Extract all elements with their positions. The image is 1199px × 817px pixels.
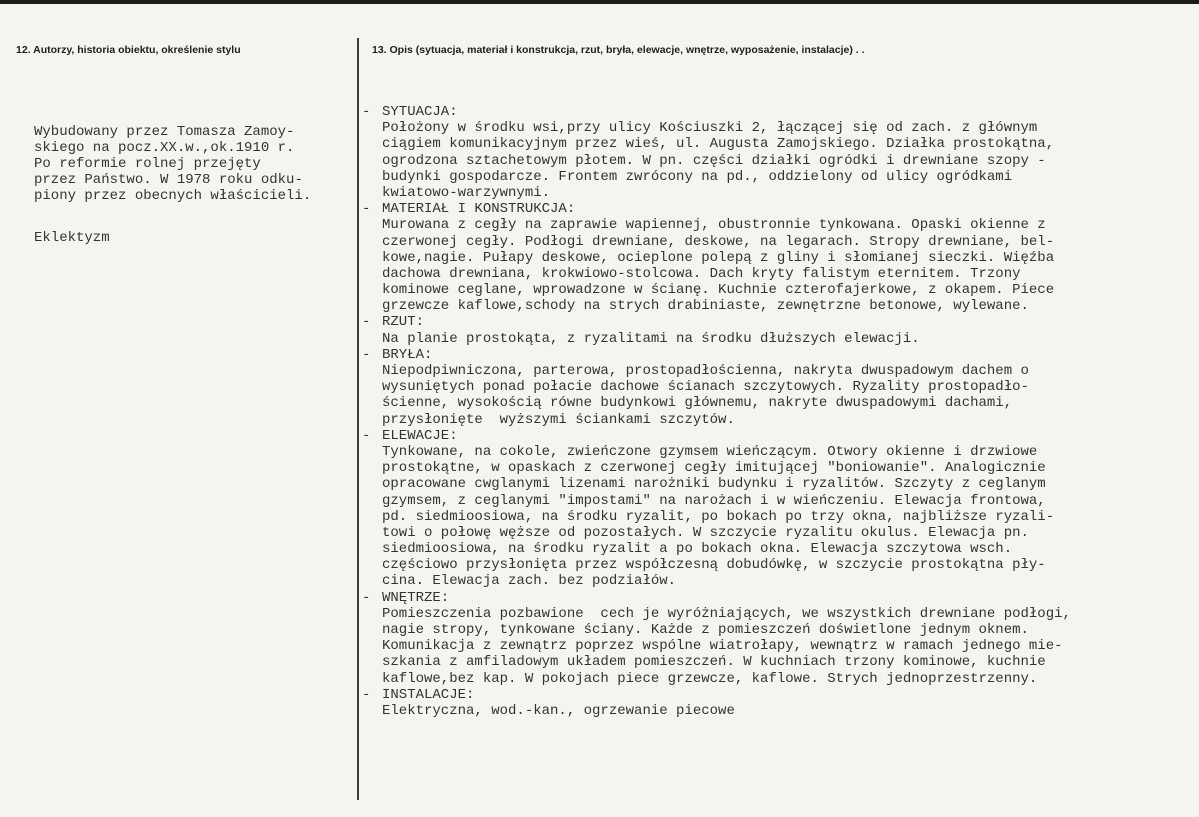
section-title: MATERIAŁ I KONSTRUKCJA: — [382, 201, 576, 218]
section-dash: - — [362, 686, 371, 703]
history-line: piony przez obecnych właścicieli. — [34, 188, 312, 204]
section-title: WNĘTRZE: — [382, 589, 450, 606]
section-body-line: Komunikacja z zewnątrz poprzez wspólne wiatrołapy, wewnątrz w ramach jednego mie- — [382, 638, 1063, 655]
section-body-line: Na planie prostokąta, z ryzalitami na środku dłuższych elewacji. — [382, 330, 920, 347]
section-heading — [362, 314, 1192, 330]
section-dash: - — [362, 346, 371, 363]
section-body-line: ścienne, wysokością równe budynkowi głównemu, nakryte dwuspadowymi dachami, — [382, 395, 1013, 412]
section-dash: - — [362, 201, 371, 218]
section-heading — [362, 201, 1192, 217]
section-body-line: prostokątne, w opaskach z czerwonej cegły imitującej "boniowanie". Analogicznie — [382, 460, 1046, 477]
section-body-line: kominowe ceglane, wprowadzone w ścianę. Kuchnie czterofajerkowe, z okapem. Piece — [382, 282, 1055, 299]
section-body-line: wysuniętych ponad połacie dachowe ścianach szczytowych. Ryzality prostopadło- — [382, 379, 1029, 396]
description-text-block — [362, 104, 1192, 719]
column-divider — [357, 38, 359, 800]
section-body-line: Elektryczna, wod.-kan., ogrzewanie piecowe — [382, 702, 735, 719]
section-title: BRYŁA: — [382, 346, 433, 363]
history-text-block — [34, 124, 352, 246]
section-title: INSTALACJE: — [382, 686, 475, 703]
section-body-line: ciągiem komunikacyjnym przez wieś, ul. Augusta Zamojskiego. Działka prostokątna, — [382, 136, 1055, 153]
section-body-line: siedmioosiowa, na środku ryzalit a po bokach okna. Elewacja szczytowa wsch. — [382, 541, 1013, 558]
section-body-line: gzymsem, z ceglanymi "impostami" na narożach i w wieńczeniu. Elewacja frontowa, — [382, 492, 1046, 509]
section-heading — [362, 347, 1192, 363]
field-13-heading: 13. Opis (sytuacja, materiał i konstrukcja, rzut, bryła, elewacje, wnętrze, wyposażenie, instalacje) . . — [372, 44, 865, 56]
section-body-line: częściowo przysłonięta przez współczesną dobudówkę, w szczycie prostokątna pły- — [382, 557, 1046, 574]
section-body-line: ogrodzona sztachetowym płotem. W pn. części działki ogródki i drewniane szopy - — [382, 152, 1046, 169]
section-body-line: opracowane cwglanymi lizenami narożniki budynku i ryzalitów. Szczyty z ceglanym — [382, 476, 1046, 493]
history-line: Wybudowany przez Tomasza Zamoy- — [34, 124, 295, 140]
section-body-line: czerwonej cegły. Podłogi drewniane, deskowe, na legarach. Stropy drewniane, bel- — [382, 233, 1055, 250]
section-dash: - — [362, 314, 371, 331]
section-body-line: grzewcze kaflowe,schody na strych drabiniaste, zewnętrzne betonowe, wylewane. — [382, 298, 1029, 315]
section-body-line: budynki gospodarcze. Frontem zwrócony na pd., oddzielony od ulicy ogródkami — [382, 168, 1013, 185]
section-body-line: kwiatowo-warzywnymi. — [382, 184, 551, 201]
section-body-line: szkania z amfiladowym układem pomieszczeń. W kuchniach trzony kominowe, kuchnie — [382, 654, 1046, 671]
section-title: SYTUACJA: — [382, 104, 458, 120]
section-body-line: Murowana z cegły na zaprawie wapiennej, obustronnie tynkowana. Opaski okienne z — [382, 217, 1046, 234]
history-line: przez Państwo. W 1978 roku odku- — [34, 172, 303, 188]
section-body-line: cina. Elewacja zach. bez podziałów. — [382, 573, 677, 590]
section-title: ELEWACJE: — [382, 427, 458, 444]
section-body-line: kaflowe,bez kap. W pokojach piece grzewcze, kaflowe. Strych jednoprzestrzenny. — [382, 670, 1038, 687]
section-body-line: Tynkowane, na cokole, zwieńczone gzymsem wieńczącym. Otwory okienne i drzwiowe — [382, 443, 1038, 460]
section-body-line: Pomieszczenia pozbawione cech je wyróżniających, we wszystkich drewniane podłogi, — [382, 605, 1071, 622]
section-title: RZUT: — [382, 314, 425, 331]
section-heading — [362, 428, 1192, 444]
section-dash: - — [362, 589, 371, 606]
section-body-line: towi o połowę węższe od pozostałych. W szczycie ryzalitu okulus. Elewacja pn. — [382, 524, 1029, 541]
history-line: skiego na pocz.XX.w.,ok.1910 r. — [34, 140, 295, 156]
section-body-line: przysłonięte wyższymi ściankami szczytów. — [382, 411, 735, 428]
section-body-line: Położony w środku wsi,przy ulicy Kościuszki 2, łączącej się od zach. z głównym — [382, 120, 1038, 137]
section-heading — [362, 687, 1192, 703]
top-border — [0, 0, 1199, 4]
section-body-line: pd. siedmioosiowa, na środku ryzalit, po bokach po trzy okna, najbliższe ryzali- — [382, 508, 1055, 525]
section-body-line: nagie stropy, tynkowane ściany. Każde z pomieszczeń doświetlone jednym oknem. — [382, 622, 1029, 638]
style-text: Eklektyzm — [34, 230, 110, 246]
section-heading — [362, 104, 1192, 120]
history-line: Po reformie rolnej przejęty — [34, 156, 261, 172]
field-12-heading: 12. Autorzy, historia obiektu, określenie stylu — [16, 44, 241, 56]
section-body-line: kowe,nagie. Pułapy deskowe, ocieplone polepą z gliny i słomianej sieczki. Więźba — [382, 249, 1055, 266]
section-heading — [362, 590, 1192, 606]
section-dash: - — [362, 104, 371, 120]
section-dash: - — [362, 427, 371, 444]
section-body-line: dachowa drewniana, krokwiowo-stolcowa. Dach kryty falistym eternitem. Trzony — [382, 265, 1021, 282]
section-body-line: Niepodpiwniczona, parterowa, prostopadłościenna, nakryta dwuspadowym dachem o — [382, 363, 1029, 379]
